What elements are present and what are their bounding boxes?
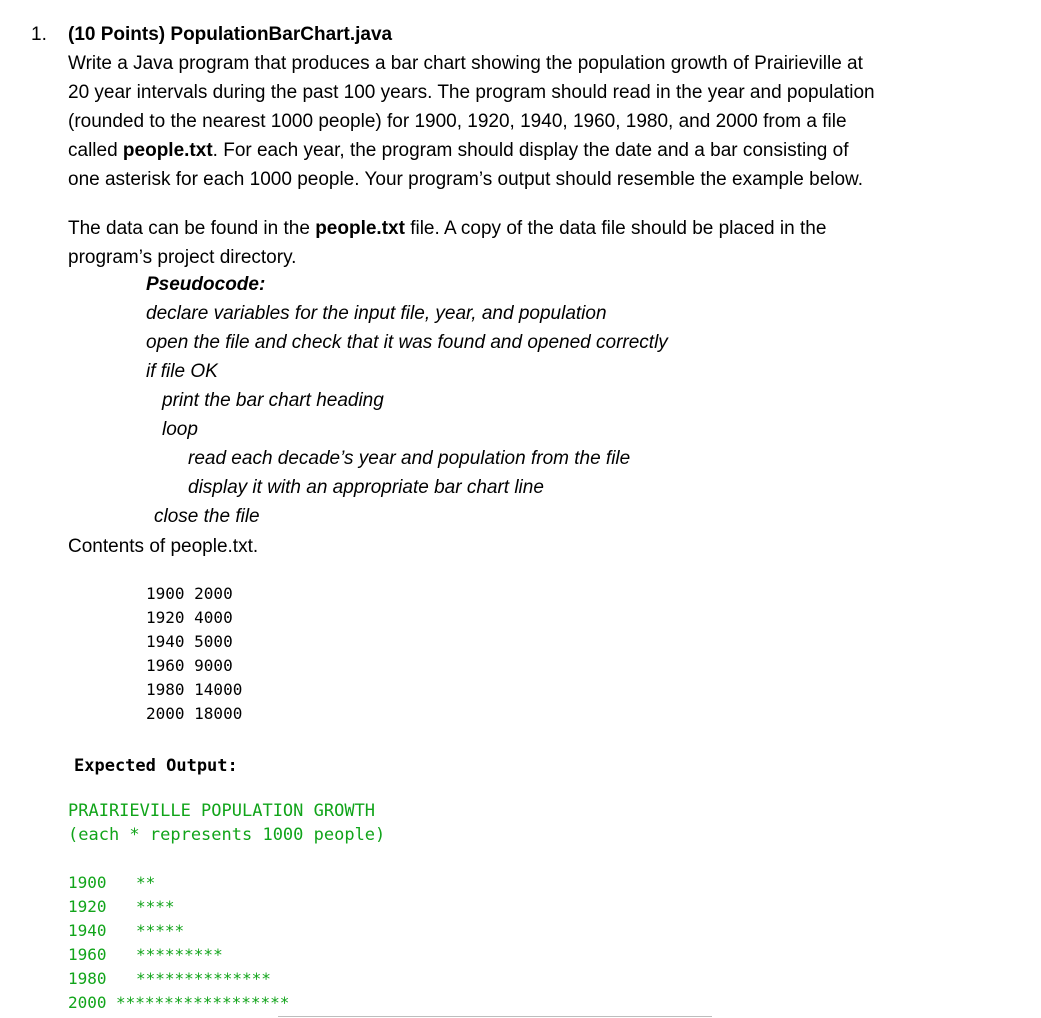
pseudocode-line: display it with an appropriate bar chart line	[188, 477, 544, 498]
description-line: (rounded to the nearest 1000 people) for 1900, 1920, 1940, 1960, 1980, and 2000 from a file	[68, 111, 847, 132]
bar-year: 1920	[68, 897, 107, 916]
pseudocode-title: Pseudocode:	[146, 274, 266, 295]
text-run: file. A copy of the data file should be placed in the	[404, 218, 827, 239]
output-heading: PRAIRIEVILLE POPULATION GROWTH	[68, 801, 376, 821]
bar-stars: **	[136, 873, 156, 892]
contents-label: Contents of people.txt.	[68, 536, 259, 557]
text-run: . For each year, the program should display the date and a bar consisting of	[212, 140, 849, 161]
filename-bold: people.txt	[122, 140, 213, 161]
bar-year: 1980	[68, 969, 107, 988]
description-line	[68, 136, 1028, 165]
pseudocode-block	[146, 299, 668, 531]
bar-stars: **************	[136, 969, 271, 988]
bar-row	[68, 871, 289, 895]
bar-stars: ******************	[116, 993, 290, 1012]
bar-stars: *********	[136, 945, 223, 964]
output-heading-block	[68, 799, 385, 847]
bar-year: 1900	[68, 873, 107, 892]
bar-year: 1940	[68, 921, 107, 940]
data-file-row: 1920 4000	[146, 608, 233, 627]
bar-row	[68, 895, 289, 919]
bar-year: 2000	[68, 993, 107, 1012]
pseudocode-line: if file OK	[146, 361, 218, 382]
data-file-row: 1960 9000	[146, 656, 233, 675]
pseudocode-line: loop	[162, 419, 198, 440]
filename-bold: people.txt	[315, 218, 405, 239]
bar-stars: ****	[136, 897, 175, 916]
pseudocode-line: print the bar chart heading	[162, 390, 384, 411]
description-line: Write a Java program that produces a bar chart showing the population growth of Prairieville at	[68, 53, 863, 74]
description-paragraph	[68, 49, 1028, 194]
pseudocode-line: close the file	[154, 506, 260, 527]
bar-stars: *****	[136, 921, 185, 940]
question-title: (10 Points) PopulationBarChart.java	[68, 24, 393, 45]
data-file-row: 1900 2000	[146, 584, 233, 603]
bar-row	[68, 967, 289, 991]
data-file-row: 2000 18000	[146, 704, 243, 723]
description-line: 20 year intervals during the past 100 years. The program should read in the year and population	[68, 82, 875, 103]
pseudocode-line: read each decade’s year and population from the file	[188, 448, 631, 469]
question-number: 1.	[31, 24, 47, 45]
description-line: one asterisk for each 1000 people. Your program’s output should resemble the example below.	[68, 169, 863, 190]
pseudocode-line: declare variables for the input file, year, and population	[146, 303, 607, 324]
bar-chart-output	[68, 871, 289, 1015]
output-subheading: (each * represents 1000 people)	[68, 825, 386, 845]
data-file-line: program’s project directory.	[68, 247, 297, 268]
bar-year: 1960	[68, 945, 107, 964]
text-run: The data can be found in the	[68, 218, 316, 239]
bar-row	[68, 919, 289, 943]
pseudocode-line: open the file and check that it was found and opened correctly	[146, 332, 668, 353]
bar-row	[68, 991, 289, 1015]
text-run: called	[68, 140, 123, 161]
bar-row	[68, 943, 289, 967]
data-file-row: 1980 14000	[146, 680, 243, 699]
data-file-paragraph	[68, 214, 1028, 272]
expected-output-label: Expected Output:	[74, 756, 238, 776]
data-file-row: 1940 5000	[146, 632, 233, 651]
data-file-contents	[146, 582, 242, 726]
page-divider	[278, 1016, 712, 1017]
data-file-line	[68, 214, 1028, 243]
